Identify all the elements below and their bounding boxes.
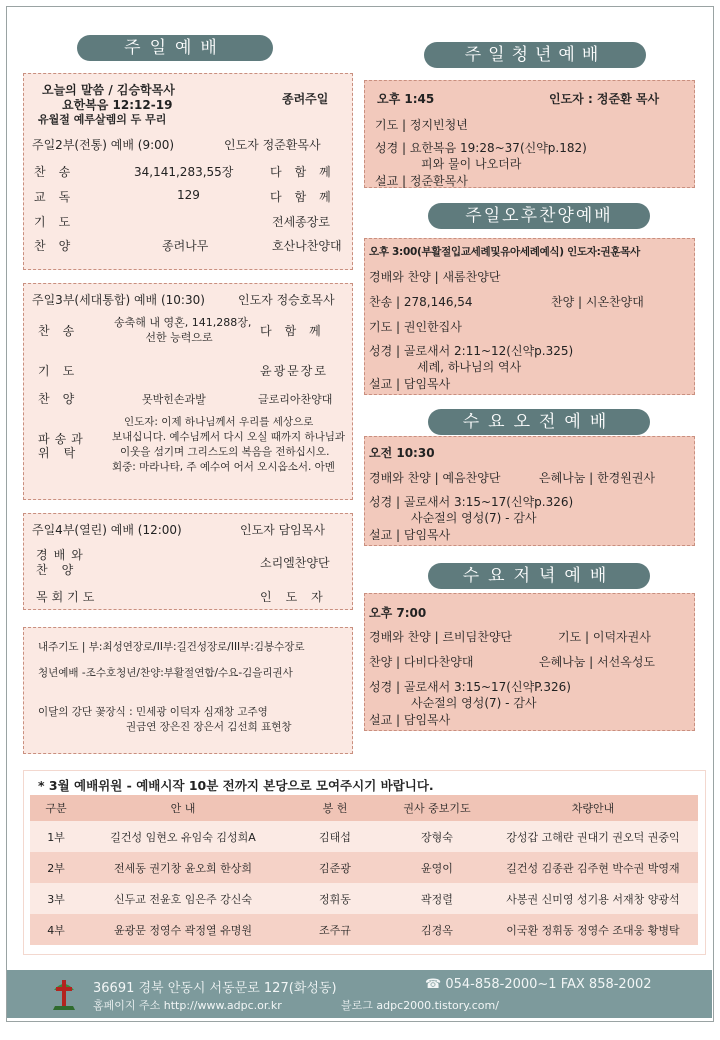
youth-sermon: 설교 | 정준환목사 xyxy=(375,174,468,188)
s3-prayer-right: 윤광문장로 xyxy=(260,364,328,378)
youth-leader: 인도자 : 정준환 목사 xyxy=(549,92,660,106)
s2-label-1: 교독 xyxy=(34,190,84,204)
youth-topic: 피와 물이 나오더라 xyxy=(421,157,522,171)
table-cell: 길건성 임현오 유임숙 김성희A xyxy=(82,821,284,852)
table-cell: 장형숙 xyxy=(386,821,488,852)
service4-leader: 인도자 담임목사 xyxy=(240,523,325,537)
s2-label-2: 기도 xyxy=(34,215,84,229)
s3-send-line-3: 회중: 마라나타, 주 예수여 어서 오시옵소서. 아멘 xyxy=(112,461,335,473)
wed-evening-sermon: 설교 | 담임목사 xyxy=(369,713,451,727)
table-cell: 곽정렬 xyxy=(386,883,488,914)
scripture: 요한복음 12:12-19 xyxy=(62,98,173,112)
afternoon-prayer: 기도 | 권인한집사 xyxy=(369,320,462,334)
wed-morning-box xyxy=(364,436,695,546)
youth-prayer: 기도 | 정지빈청년 xyxy=(375,118,468,132)
s3-send-line-0: 인도자: 이제 하나님께서 우리를 세상으로 xyxy=(124,416,314,428)
s4-praise-label2: 찬양 xyxy=(36,563,88,577)
s2-content-0: 34,141,283,55장 xyxy=(134,165,234,179)
footer-phone: ☎ 054-858-2000~1 FAX 858-2002 xyxy=(425,977,652,992)
table-cell: 조주규 xyxy=(284,914,386,945)
wed-evening-scripture: 성경 | 골로새서 3:15~17(신약P.326) xyxy=(369,680,571,694)
table-cell: 김경옥 xyxy=(386,914,488,945)
footer-homepage[interactable]: 홈페이지 주소 http://www.adpc.or.kr xyxy=(93,999,282,1012)
schedule-header-cell: 차량안내 xyxy=(488,795,698,821)
wed-evening-box xyxy=(364,593,695,731)
wed-evening-choir: 찬양 | 다비다찬양대 xyxy=(369,655,474,669)
service4-title: 주일4부(열린) 예배 (12:00) xyxy=(32,523,182,537)
s4-pastoral-right: 인도자 xyxy=(260,590,337,604)
s3-hymn-line1: 송축해 내 영혼, 141,288장, xyxy=(114,316,252,329)
table-cell: 신두교 전윤호 임은주 강신숙 xyxy=(82,883,284,914)
table-row xyxy=(30,821,698,852)
table-cell: 전세동 권기창 윤오희 한상희 xyxy=(82,852,284,883)
wed-evening-time: 오후 7:00 xyxy=(369,606,427,620)
s3-hymn-label: 찬송 xyxy=(38,324,88,338)
wed-morning-topic: 사순절의 영성(7) - 감사 xyxy=(411,511,537,525)
table-cell: 2부 xyxy=(30,852,82,883)
sermon-topic: 유월절 예루살렘의 두 무리 xyxy=(38,113,167,126)
s3-send-line-1: 보내십니다. 예수님께서 다시 오실 때까지 하나님과 xyxy=(112,431,346,443)
table-row xyxy=(30,914,698,945)
afternoon-time-line: 오후 3:00(부활절입교세례및유아세례예식) 인도자:권훈목사 xyxy=(369,246,640,258)
wed-morning-header: 수요오전예배 xyxy=(428,409,650,435)
wed-evening-header: 수요저녁예배 xyxy=(428,563,650,589)
s2-right-1: 다함께 xyxy=(270,190,344,204)
s3-hymn-line2: 선한 능력으로 xyxy=(145,331,213,344)
schedule-table xyxy=(30,795,698,945)
table-cell: 사봉권 신미영 성기용 서재창 양광석 xyxy=(488,883,698,914)
wed-morning-praise: 경배와 찬양 | 예음찬양단 xyxy=(369,471,501,485)
youth-box xyxy=(364,80,695,188)
flowers-line2: 권금연 장은진 장은서 김선희 표현창 xyxy=(126,721,292,733)
flowers-line1: 이달의 강단 꽃장식 : 민세광 이덕자 심재창 고주영 xyxy=(38,706,268,718)
s2-label-3: 찬양 xyxy=(34,239,84,253)
church-logo-icon xyxy=(51,976,77,1012)
notice-line1: 내주기도 | 부:최성연장로/II부:길건성장로/III부:김봉수장로 xyxy=(38,641,305,653)
youth-scripture: 성경 | 요한복음 19:28~37(신약p.182) xyxy=(375,141,587,155)
footer-address: 36691 경북 안동시 서동문로 127(화성동) xyxy=(93,981,337,996)
afternoon-praise: 경배와 찬양 | 새롬찬양단 xyxy=(369,270,501,284)
s3-prayer-label: 기도 xyxy=(38,364,88,378)
service2-leader: 인도자 정준환목사 xyxy=(224,138,321,152)
wed-evening-topic: 사순절의 영성(7) - 감사 xyxy=(411,696,537,710)
s3-send-label1: 파송과 xyxy=(38,432,88,446)
schedule-header-cell: 권사 중보기도 xyxy=(386,795,488,821)
service2-title: 주일2부(전통) 예배 (9:00) xyxy=(32,138,175,152)
schedule-header-row xyxy=(30,795,698,821)
footer xyxy=(7,970,712,1018)
afternoon-topic: 세례, 하나님의 역사 xyxy=(417,360,522,374)
schedule-title: * 3월 예배위원 - 예배시작 10분 전까지 본당으로 모여주시기 바랍니다. xyxy=(38,778,434,793)
sermon-title-line: 오늘의 말씀 / 김승학목사 xyxy=(42,83,175,97)
s2-content-3: 종려나무 xyxy=(162,239,209,253)
s2-right-2: 전세종장로 xyxy=(272,215,330,229)
table-cell: 강성갑 고해란 권대기 권오덕 권중익 xyxy=(488,821,698,852)
afternoon-choir: 찬양 | 시온찬양대 xyxy=(551,295,644,309)
wed-morning-time: 오전 10:30 xyxy=(369,446,435,460)
youth-header: 주일청년예배 xyxy=(424,42,646,68)
table-cell: 이국환 정휘동 정영수 조대웅 황병탁 xyxy=(488,914,698,945)
wed-morning-scripture: 성경 | 골로새서 3:15~17(신약p.326) xyxy=(369,495,574,509)
s2-right-0: 다함께 xyxy=(270,165,344,179)
footer-blog[interactable]: 블로그 adpc2000.tistory.com/ xyxy=(341,999,499,1012)
s3-send-label2: 위탁 xyxy=(38,446,90,460)
service3-leader: 인도자 정승호목사 xyxy=(238,293,335,307)
sunday-service-3-box xyxy=(23,283,353,500)
s4-praise-right: 소리엘찬양단 xyxy=(260,556,330,570)
s3-praise-right: 글로리아찬양대 xyxy=(258,393,333,406)
schedule-header-cell: 안 내 xyxy=(82,795,284,821)
afternoon-scripture: 성경 | 골로새서 2:11~12(신약p.325) xyxy=(369,344,574,358)
wed-evening-sharing: 은혜나눔 | 서선옥성도 xyxy=(539,655,656,669)
notices-box xyxy=(23,627,353,754)
sunday-service-2-box xyxy=(23,73,353,270)
table-cell: 김태섭 xyxy=(284,821,386,852)
sunday-service-4-box xyxy=(23,513,353,610)
table-cell: 길건성 김종관 김주현 박수권 박영재 xyxy=(488,852,698,883)
s4-pastoral-label: 목회기도 xyxy=(36,590,99,604)
wed-morning-sharing: 은혜나눔 | 한경원권사 xyxy=(539,471,656,485)
s2-right-3: 호산나찬양대 xyxy=(272,239,342,253)
table-cell: 3부 xyxy=(30,883,82,914)
table-cell: 1부 xyxy=(30,821,82,852)
s3-send-line-2: 이웃을 섬기며 그리스도의 복음을 전하십시오. xyxy=(120,446,330,458)
s4-praise-label1: 경배와 xyxy=(36,548,89,562)
table-cell: 김준광 xyxy=(284,852,386,883)
table-cell: 정휘동 xyxy=(284,883,386,914)
service3-title: 주일3부(세대통합) 예배 (10:30) xyxy=(32,293,205,307)
schedule-header-cell: 구분 xyxy=(30,795,82,821)
wed-evening-praise: 경배와 찬양 | 르비딤찬양단 xyxy=(369,630,512,644)
table-cell: 윤영이 xyxy=(386,852,488,883)
s3-hymn-right: 다함께 xyxy=(260,324,334,338)
s3-praise-label: 찬양 xyxy=(38,392,88,406)
sunday-header: 주일예배 xyxy=(77,35,273,61)
s2-label-0: 찬송 xyxy=(34,165,84,179)
table-cell: 4부 xyxy=(30,914,82,945)
table-cell: 윤광문 정영수 곽정열 유명원 xyxy=(82,914,284,945)
schedule-header-cell: 봉 헌 xyxy=(284,795,386,821)
day-name: 종려주일 xyxy=(282,92,329,106)
s3-praise-content: 못박힌손과발 xyxy=(142,393,206,406)
notice-line2: 청년예배 -조수호청년/찬양:부활절연합/수요-김을리권사 xyxy=(38,667,293,679)
s2-content-1: 129 xyxy=(177,188,200,202)
afternoon-header: 주일오후찬양예배 xyxy=(428,203,650,229)
table-row xyxy=(30,852,698,883)
wed-evening-prayer: 기도 | 이덕자권사 xyxy=(558,630,651,644)
table-row xyxy=(30,883,698,914)
wed-morning-sermon: 설교 | 담임목사 xyxy=(369,528,451,542)
youth-time: 오후 1:45 xyxy=(377,92,435,106)
afternoon-sermon: 설교 | 담임목사 xyxy=(369,377,451,391)
afternoon-hymn: 찬송 | 278,146,54 xyxy=(369,295,473,309)
afternoon-box xyxy=(364,238,695,395)
